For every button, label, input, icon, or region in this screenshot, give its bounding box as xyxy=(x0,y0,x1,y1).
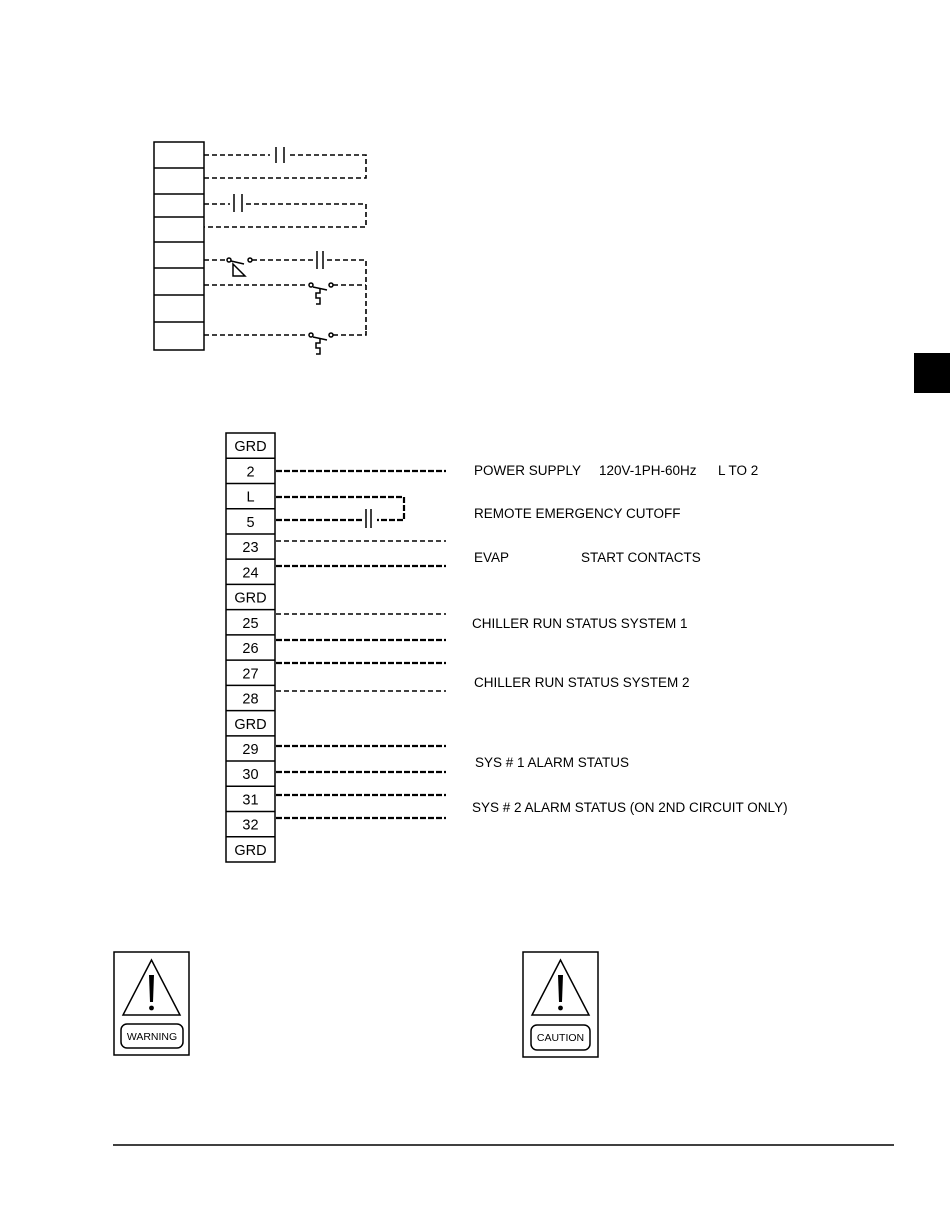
run-status-1-label: CHILLER RUN STATUS SYSTEM 1 xyxy=(472,616,688,631)
terminal-label: 30 xyxy=(242,767,259,784)
evap-label: EVAP xyxy=(474,550,510,565)
terminal-descriptions xyxy=(472,463,788,815)
terminal-label: 28 xyxy=(242,691,259,708)
switch-terminal xyxy=(309,333,313,337)
main-terminal-block xyxy=(226,433,275,862)
terminal-label: 31 xyxy=(242,792,259,809)
top-terminal-strip xyxy=(154,142,204,350)
top-strip-frame xyxy=(154,142,204,350)
terminal-label: GRD xyxy=(234,439,267,456)
terminal-label: 2 xyxy=(246,464,255,481)
terminal-label: L xyxy=(246,489,255,506)
terminal-label: 26 xyxy=(242,641,259,658)
terminal-label: 24 xyxy=(242,565,259,582)
terminal-label: GRD xyxy=(234,590,267,607)
top-loop-1 xyxy=(204,147,366,178)
terminal-label: 32 xyxy=(242,817,259,834)
alarm-2-label: SYS # 2 ALARM STATUS (ON 2ND CIRCUIT ONLY) xyxy=(472,800,788,815)
main-block-wiring xyxy=(276,471,446,818)
run-status-2-label: CHILLER RUN STATUS SYSTEM 2 xyxy=(474,675,690,690)
switch-terminal xyxy=(309,283,313,287)
warning-sign xyxy=(114,952,189,1055)
switch-terminal xyxy=(227,258,231,262)
emergency-cutoff-label: REMOTE EMERGENCY CUTOFF xyxy=(474,506,681,521)
top-loop-2 xyxy=(204,194,366,227)
terminal-label: GRD xyxy=(234,842,267,859)
caution-label: CAUTION xyxy=(536,1032,585,1044)
terminal-label: GRD xyxy=(234,716,267,733)
switch-terminal xyxy=(329,333,333,337)
alarm-1-label: SYS # 1 ALARM STATUS xyxy=(475,755,630,770)
terminal-label: 25 xyxy=(242,615,259,632)
power-spec-label: 120V-1PH-60Hz xyxy=(599,463,697,478)
flow-switch-paddle xyxy=(233,264,245,276)
power-jumper-label: L TO 2 xyxy=(718,463,759,478)
switch-terminal xyxy=(248,258,252,262)
warning-label: WARNING xyxy=(126,1031,178,1043)
top-loop-3 xyxy=(204,251,366,354)
terminal-label: 23 xyxy=(242,540,259,557)
switch-terminal xyxy=(329,283,333,287)
start-contacts-label: START CONTACTS xyxy=(581,550,701,565)
thermal-element xyxy=(316,289,320,304)
terminal-label: 29 xyxy=(242,741,259,758)
section-tab xyxy=(914,353,950,393)
caution-sign xyxy=(523,952,598,1057)
terminal-label: 27 xyxy=(242,666,259,683)
power-supply-label: POWER SUPPLY xyxy=(474,463,582,478)
terminal-label: 5 xyxy=(246,514,255,531)
wire-L-5-loop xyxy=(276,497,404,520)
thermal-element xyxy=(316,339,320,354)
